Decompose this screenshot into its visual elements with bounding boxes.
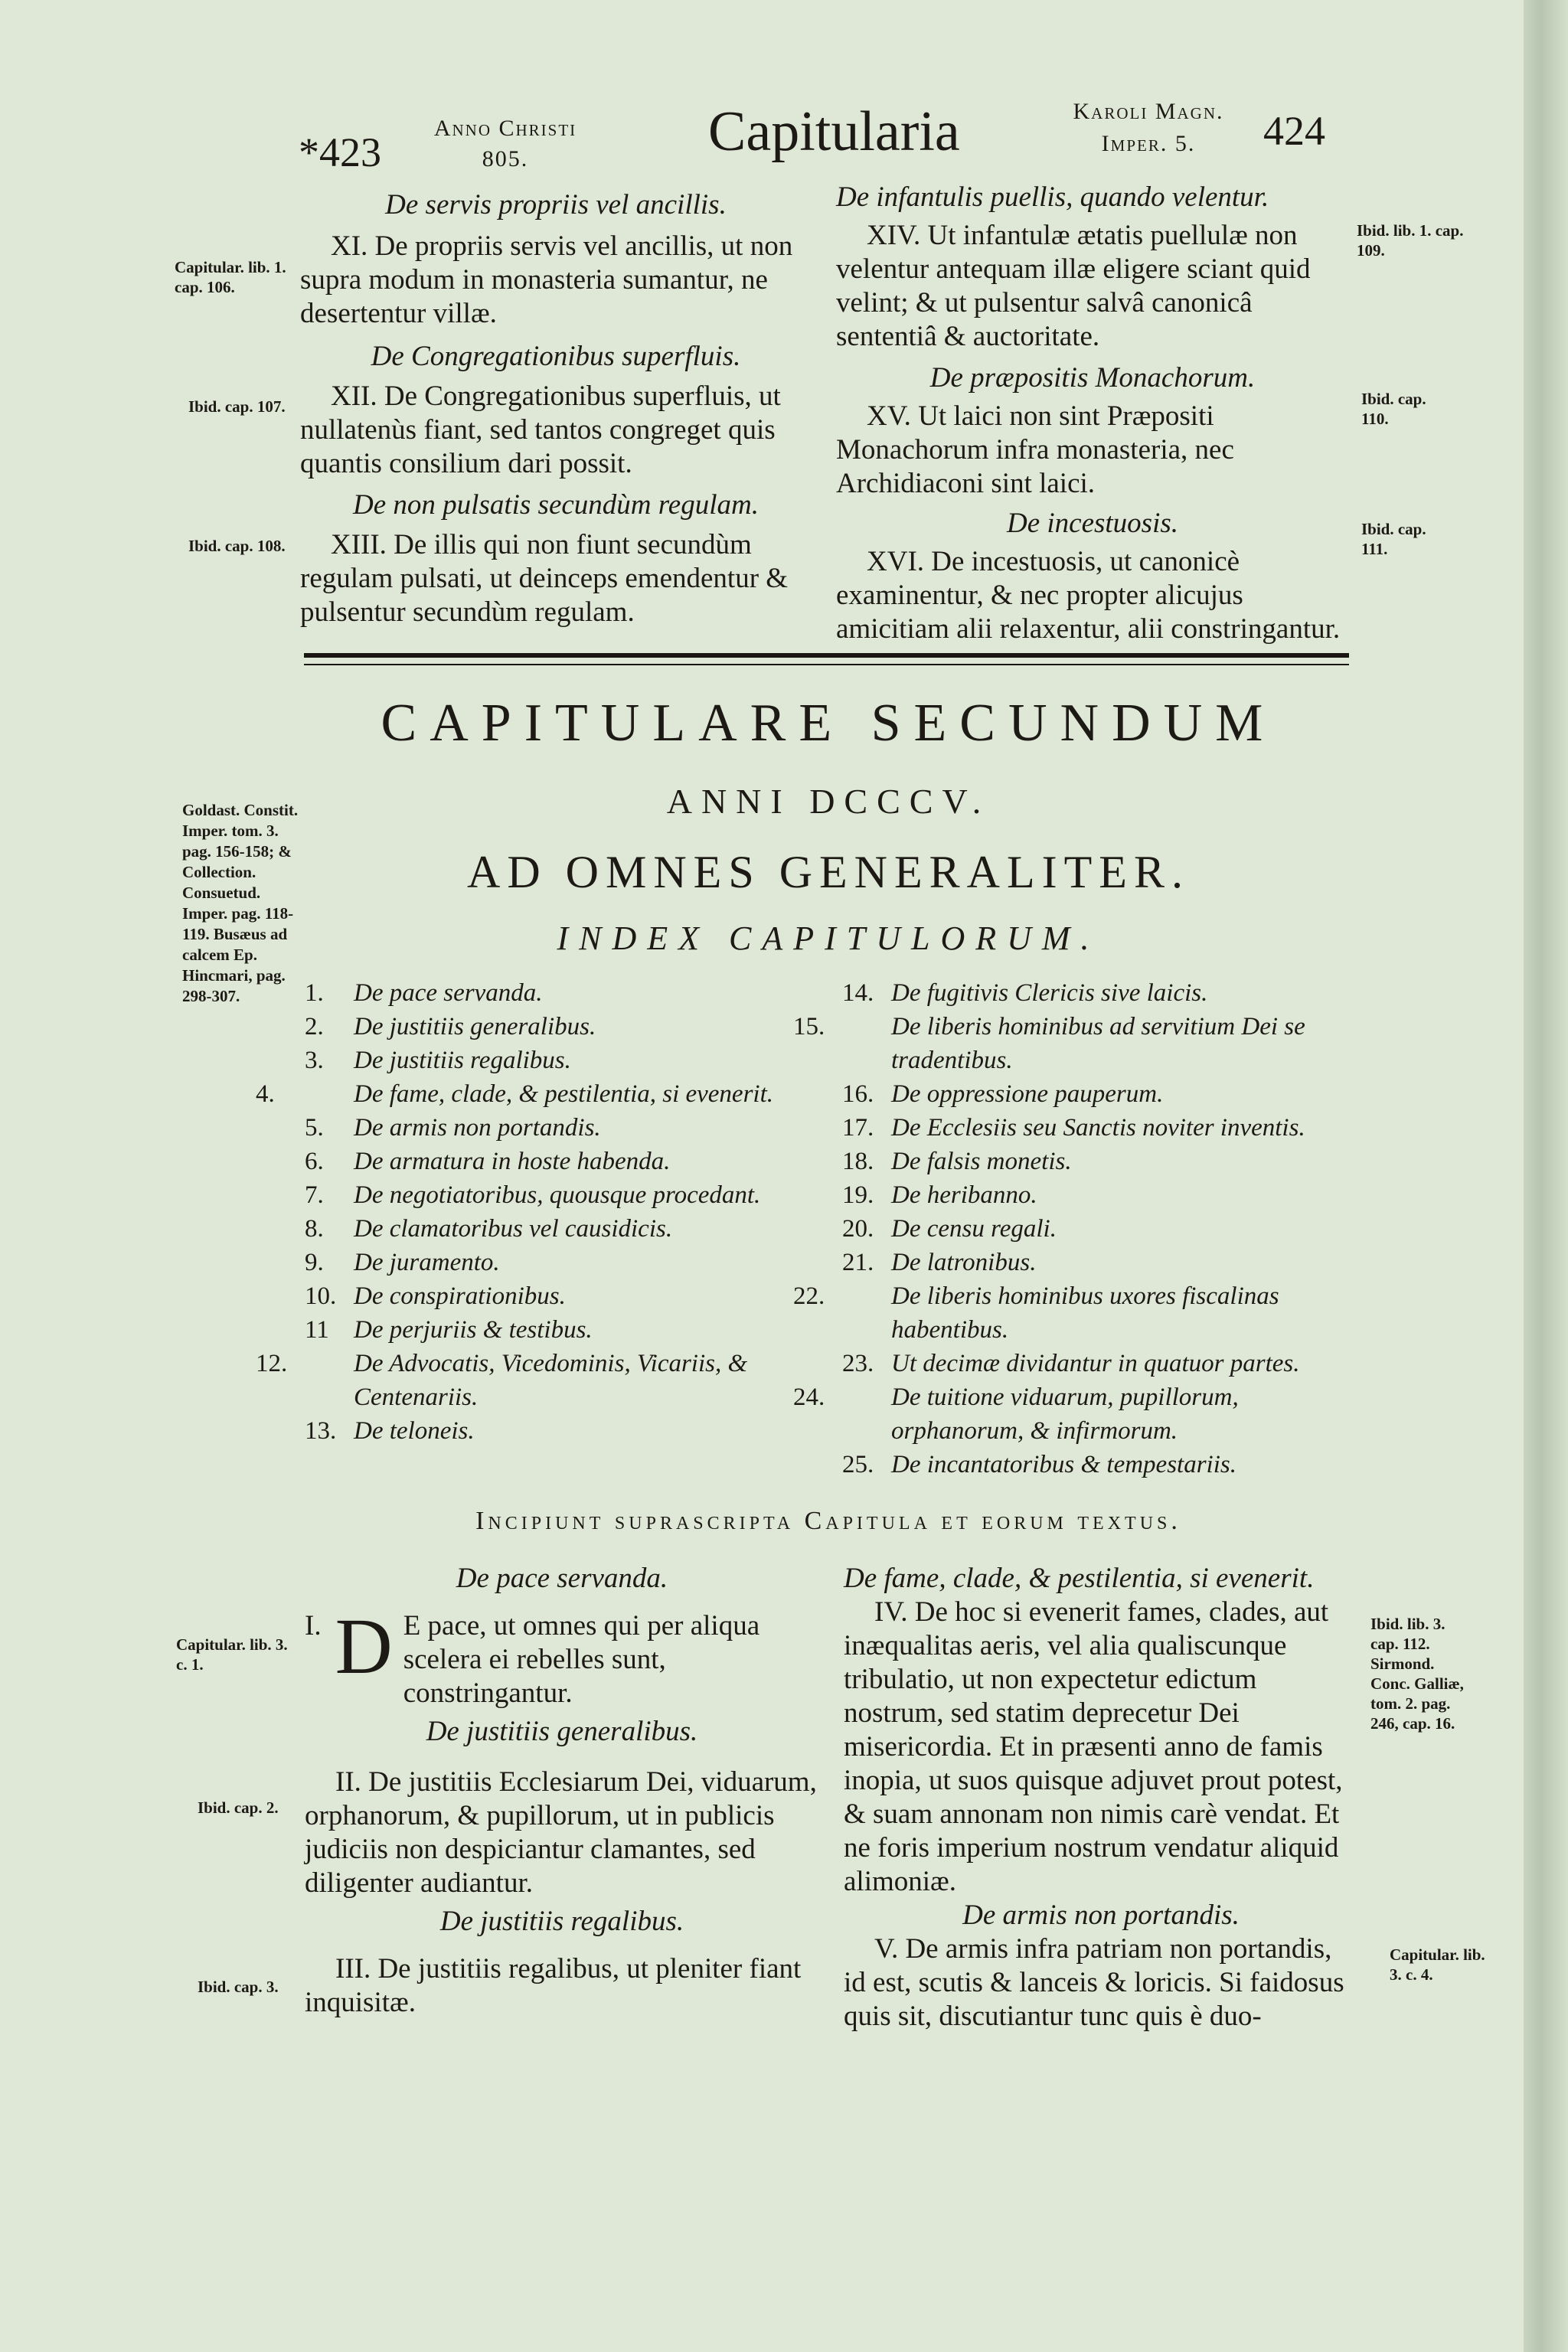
index-entry: [305, 1414, 833, 1448]
index-number: 1.: [305, 979, 324, 1007]
margin-note-sources: Goldast. Constit. Imper. tom. 3. pag. 156-158; & Collection. Consuetud. Imper. pag. 118-119. Busæus ad calcem Ep. Hincmari, pag. 298-307.: [182, 801, 299, 1005]
index-text: De pace servanda.: [354, 979, 543, 1007]
ruler-label-line2: Imper. 5.: [1101, 131, 1196, 156]
index-entry: [842, 1178, 1370, 1212]
top-left-column: [300, 188, 812, 629]
margin-note: Ibid. lib. 3. cap. 112. Sirmond. Conc. Galliæ, tom. 2. pag. 246, cap. 16.: [1370, 1615, 1464, 1733]
index-entry: [842, 976, 1370, 1010]
index-number: 23.: [842, 1350, 874, 1377]
index-text: De heribanno.: [891, 1181, 1037, 1209]
index-text: De Ecclesiis seu Sanctis noviter inventis.: [891, 1114, 1305, 1142]
index-number: 5.: [305, 1114, 324, 1142]
section-rule-thick: [304, 653, 1349, 658]
top-right-column: [836, 181, 1349, 646]
paragraph: XII. De Congregationibus superfluis, ut nullatenùs fiant, sed tantos congreget quis quantis consilium dari possit.: [300, 381, 781, 479]
index-number: 9.: [305, 1249, 324, 1276]
margin-note: Ibid. cap. 3.: [198, 1978, 279, 1996]
section-heading: De præpositis Monachorum.: [929, 362, 1256, 394]
section-heading: De servis propriis vel ancillis.: [385, 189, 727, 220]
paragraph: XVI. De incestuosis, ut canonicè examinentur, & nec propter alicujus amicitiam alii relaxentur, alii constringantur.: [836, 546, 1341, 645]
paragraph: XV. Ut laici non sint Præpositi Monachorum infra monasteria, nec Archidiaconi sint laici.: [836, 400, 1234, 499]
index-entry: [305, 1145, 833, 1178]
chapter-number: I.: [305, 1610, 322, 1642]
margin-note: Capitular. lib. 3. c. 4.: [1390, 1945, 1485, 1984]
index-entry: [305, 1246, 833, 1279]
index-text: De conspirationibus.: [354, 1282, 566, 1310]
index-number: 20.: [842, 1215, 874, 1243]
bottom-left-column: [305, 1562, 819, 2020]
margin-note: Ibid. lib. 1. cap. 109.: [1357, 221, 1464, 260]
paragraph: XIV. Ut infantulæ ætatis puellulæ non velentur antequam illæ eligere sciant quid velint; & ut pulsentur salvâ canonicâ sententiâ & auctoritate.: [836, 220, 1311, 352]
index-entry: [842, 1246, 1370, 1279]
margin-note: Ibid. cap. 108.: [188, 537, 286, 555]
index-number: 3.: [305, 1047, 324, 1074]
index-text: De oppressione pauperum.: [891, 1080, 1164, 1108]
ruler-label-line1: Karoli Magn.: [1073, 99, 1224, 124]
index-text: De perjuriis & testibus.: [354, 1316, 593, 1344]
index-text: De negotiatoribus, quousque procedant.: [354, 1181, 761, 1209]
index-text: De justitiis generalibus.: [354, 1013, 596, 1040]
index-text: De teloneis.: [354, 1417, 475, 1445]
index-number: 25.: [842, 1451, 874, 1478]
index-entry: [793, 1380, 1370, 1448]
section-heading: De armis non portandis.: [962, 1900, 1240, 1931]
index-entry: [305, 1178, 833, 1212]
year-label: [402, 113, 609, 175]
index-text: De armis non portandis.: [354, 1114, 601, 1142]
index-number: 7.: [305, 1181, 324, 1209]
index-entry: [305, 1111, 833, 1145]
index-number: 19.: [842, 1181, 874, 1209]
index-text: De fugitivis Clericis sive laicis.: [891, 979, 1208, 1007]
index-text: De latronibus.: [891, 1249, 1037, 1276]
index-number: 24.: [793, 1383, 825, 1411]
section-heading: De fame, clade, & pestilentia, si evenerit.: [844, 1563, 1315, 1594]
margin-note: Ibid. cap. 111.: [1361, 520, 1426, 558]
index-number: 14.: [842, 979, 874, 1007]
index-number: 4.: [256, 1080, 275, 1108]
paragraph: XIII. De illis qui non fiunt secundùm regulam pulsati, ut deinceps emendentur & pulsentur secundùm regulam.: [300, 529, 789, 628]
index-text: De juramento.: [354, 1249, 500, 1276]
index-entry: [305, 1313, 833, 1347]
margin-note: Capitular. lib. 1. cap. 106.: [175, 258, 286, 296]
paragraph: XI. De propriis servis vel ancillis, ut non supra modum in monasteria sumantur, ne desertentur villæ.: [300, 230, 793, 329]
index-number: 21.: [842, 1249, 874, 1276]
section-heading: De non pulsatis secundùm regulam.: [353, 489, 759, 521]
section-heading: De justitiis generalibus.: [426, 1716, 698, 1747]
index-entry: [256, 1347, 833, 1414]
section-heading: De Congregationibus superfluis.: [371, 341, 741, 372]
index-number: 18.: [842, 1148, 874, 1175]
index-text: De censu regali.: [891, 1215, 1057, 1243]
index-number: 22.: [793, 1282, 825, 1310]
index-text: De justitiis regalibus.: [354, 1047, 571, 1074]
drop-cap: D: [335, 1602, 393, 1690]
index-entry: [305, 1010, 833, 1044]
incipiunt-heading: Incipiunt suprascripta Capitula et eorum textus.: [475, 1507, 1181, 1535]
index-number: 10.: [305, 1282, 337, 1310]
index-text: De liberis hominibus uxores fiscalinas habentibus.: [891, 1282, 1279, 1344]
index-text: De Advocatis, Vicedominis, Vicariis, & Centenariis.: [354, 1350, 748, 1411]
index-entry: [793, 1279, 1370, 1347]
section-heading: De justitiis regalibus.: [439, 1906, 684, 1937]
index-text: Ut decimæ dividantur in quatuor partes.: [891, 1350, 1300, 1377]
index-entry: [305, 976, 833, 1010]
index-text: De armatura in hoste habenda.: [354, 1148, 671, 1175]
index-entry: [842, 1077, 1370, 1111]
index-text: De incantatoribus & tempestariis.: [891, 1451, 1236, 1478]
index-text: De tuitione viduarum, pupillorum, orphanorum, & infirmorum.: [891, 1383, 1239, 1445]
index-left-column: [256, 976, 833, 1448]
index-number: 2.: [305, 1013, 324, 1040]
document-title: CAPITULARE SECUNDUM: [381, 694, 1276, 753]
index-entry: [305, 1044, 833, 1077]
index-entry: [842, 1347, 1370, 1380]
index-number: 15.: [793, 1013, 825, 1040]
index-number: 6.: [305, 1148, 324, 1175]
index-entry: [305, 1279, 833, 1313]
index-text: De liberis hominibus ad servitium Dei se tradentibus.: [891, 1013, 1305, 1074]
paragraph: IV. De hoc si evenerit fames, clades, aut inæqualitas aeris, vel alia qualiscunque tribulatio, ut non expectetur edictum nostrum, sed statim deprecetur Dei misericordia. Et in præsenti anno de famis inopia, ut suos quisque adjuvet prout potest, & suam annonam non nimis carè vendat. Et ne foris imperium nostrum vendatur aliquid alimoniæ.: [844, 1596, 1343, 1897]
section-rule-thin: [304, 664, 1349, 665]
running-title: Capitularia: [708, 100, 960, 163]
index-entry: [793, 1010, 1370, 1077]
paragraph: V. De armis infra patriam non portandis, id est, scutis & lanceis & loricis. Si faidosus quis sit, discutiantur tunc quis è duo-: [844, 1933, 1344, 2032]
index-entry: [256, 1077, 833, 1111]
index-number: 11: [305, 1316, 329, 1344]
facing-page-edge: [1524, 0, 1568, 2352]
margin-note: Ibid. cap. 2.: [198, 1798, 279, 1817]
document-subtitle-2: AD OMNES GENERALITER.: [467, 847, 1190, 897]
index-number: 12.: [256, 1350, 288, 1377]
index-right-column: [793, 976, 1370, 1481]
year-label-line2: 805.: [482, 146, 529, 172]
year-label-line1: Anno Christi: [433, 116, 577, 141]
index-text: De fame, clade, & pestilentia, si evenerit.: [354, 1080, 774, 1108]
margin-note: Ibid. cap. 107.: [188, 397, 286, 416]
section-heading: De infantulis puellis, quando velentur.: [836, 181, 1269, 213]
paragraph: [305, 1602, 819, 1710]
index-text: De falsis monetis.: [891, 1148, 1072, 1175]
ruler-label: [1037, 96, 1259, 160]
index-heading: INDEX CAPITULORUM.: [557, 920, 1100, 957]
index-entry: [842, 1111, 1370, 1145]
left-page-number: *423: [299, 129, 381, 175]
index-text: De clamatoribus vel causidicis.: [354, 1215, 673, 1243]
bottom-right-column: [844, 1562, 1358, 2034]
right-page-number: 424: [1263, 108, 1325, 154]
index-number: 8.: [305, 1215, 324, 1243]
paragraph: III. De justitiis regalibus, ut pleniter fiant inquisitæ.: [305, 1953, 802, 2018]
section-heading: De pace servanda.: [456, 1563, 668, 1594]
section-heading: De incestuosis.: [1006, 508, 1179, 539]
margin-note: Ibid. cap. 110.: [1361, 390, 1426, 428]
index-number: 13.: [305, 1417, 337, 1445]
index-number: 16.: [842, 1080, 874, 1108]
index-number: 17.: [842, 1114, 874, 1142]
index-entry: [842, 1145, 1370, 1178]
document-subtitle: ANNI DCCCV.: [666, 782, 991, 821]
index-entry: [842, 1212, 1370, 1246]
index-entry: [842, 1448, 1370, 1481]
index-entry: [305, 1212, 833, 1246]
margin-note: Capitular. lib. 3. c. 1.: [176, 1635, 288, 1674]
paragraph: II. De justitiis Ecclesiarum Dei, viduarum, orphanorum, & pupillorum, ut in publicis judiciis non despiciantur clamantes, sed diligenter audiantur.: [305, 1766, 817, 1899]
paragraph-text: E pace, ut omnes qui per aliqua scelera ei rebelles sunt, constringantur.: [403, 1610, 760, 1709]
